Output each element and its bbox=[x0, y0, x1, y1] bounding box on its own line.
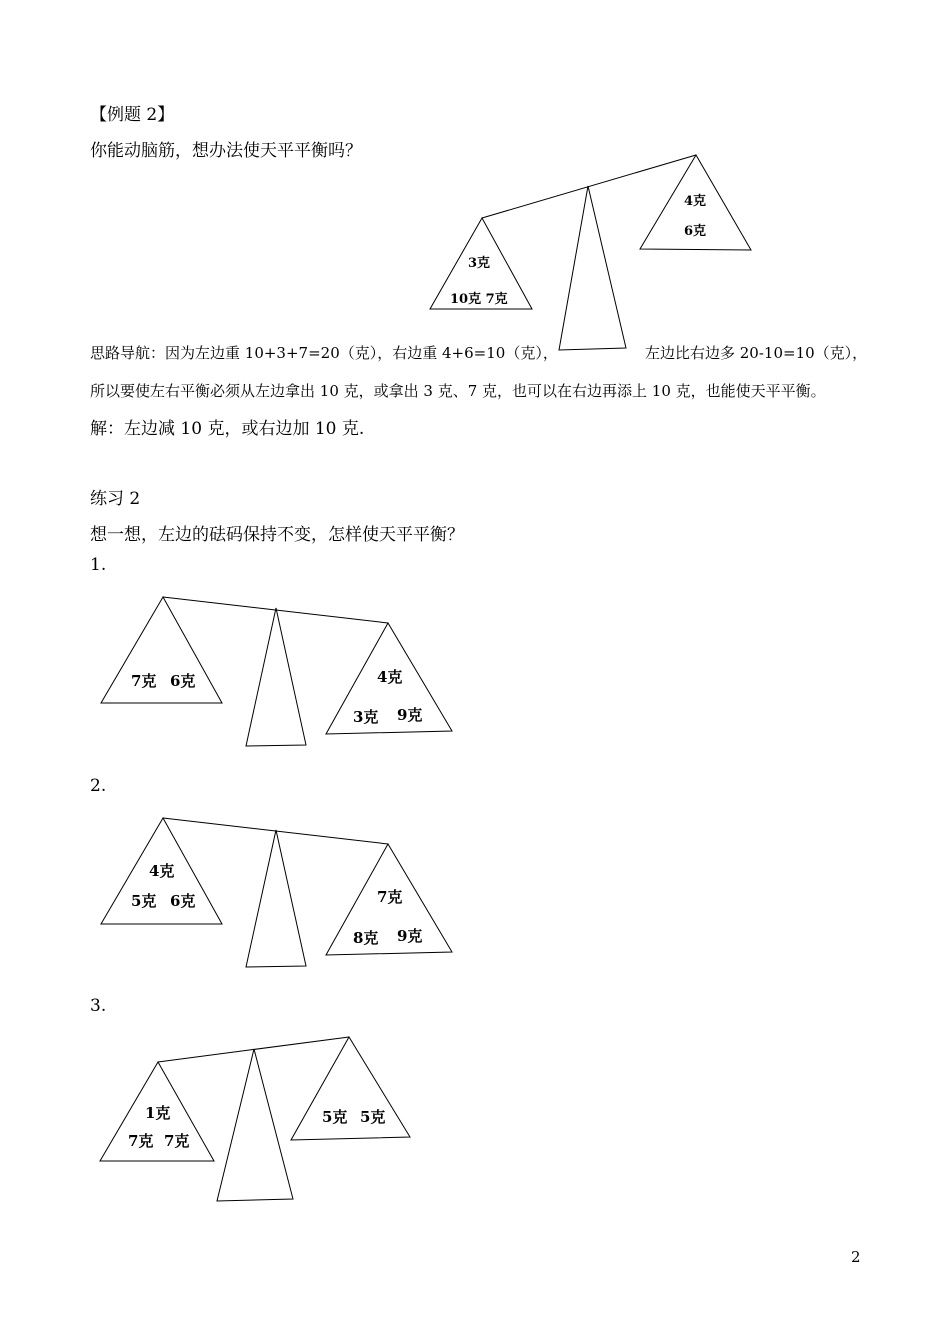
right-pan bbox=[291, 1037, 410, 1140]
problem-number: 3. bbox=[90, 996, 107, 1016]
weight-label: 6克 bbox=[170, 672, 196, 690]
weight-label: 3克 bbox=[353, 708, 379, 726]
weight-label: 1克 bbox=[145, 1104, 171, 1122]
weight-label: 8克 bbox=[353, 929, 379, 947]
problem-number: 1. bbox=[90, 555, 107, 575]
weight-label: 7克 bbox=[131, 672, 157, 690]
problem-number: 2. bbox=[90, 776, 107, 796]
weight-label: 6克 bbox=[684, 224, 707, 239]
weight-label: 4克 bbox=[684, 194, 707, 209]
hint-text: 思路导航：因为左边重 10+3+7=20（克），右边重 4+6=10（克）， bbox=[90, 344, 558, 362]
weight-label: 5克 bbox=[322, 1108, 348, 1126]
weight-label: 5克 bbox=[131, 892, 157, 910]
solution-text: 解：左边减 10 克，或右边加 10 克. bbox=[90, 419, 365, 439]
weight-label: 5克 bbox=[360, 1108, 386, 1126]
practice-instruction: 想一想，左边的砝码保持不变，怎样使天平平衡？ bbox=[90, 525, 464, 545]
weight-label: 7克 bbox=[377, 888, 403, 906]
weight-label: 4克 bbox=[377, 668, 403, 686]
weight-label: 9克 bbox=[397, 927, 423, 945]
scale-stand bbox=[217, 1049, 293, 1201]
weight-label: 9克 bbox=[397, 706, 423, 724]
example-question: 你能动脑筋，想办法使天平平衡吗？ bbox=[90, 141, 362, 161]
hint-text-continued: 左边比右边多 20-10=10（克）， bbox=[645, 344, 868, 362]
hint-text-line2: 所以要使左右平衡必须从左边拿出 10 克，或拿出 3 克、7 克，也可以在右边再添上 10 克，也能使天平平衡。 bbox=[90, 382, 826, 400]
weight-label: 10克 7克 bbox=[450, 292, 508, 307]
example-heading: 【例题 2】 bbox=[90, 105, 175, 125]
weight-label: 7克 bbox=[164, 1132, 190, 1150]
weight-label: 4克 bbox=[149, 862, 175, 880]
weight-label: 7克 bbox=[128, 1132, 154, 1150]
weight-label: 3克 bbox=[468, 256, 491, 271]
practice-heading: 练习 2 bbox=[90, 489, 141, 509]
weight-label: 6克 bbox=[170, 892, 196, 910]
page-number: 2 bbox=[851, 1248, 861, 1266]
